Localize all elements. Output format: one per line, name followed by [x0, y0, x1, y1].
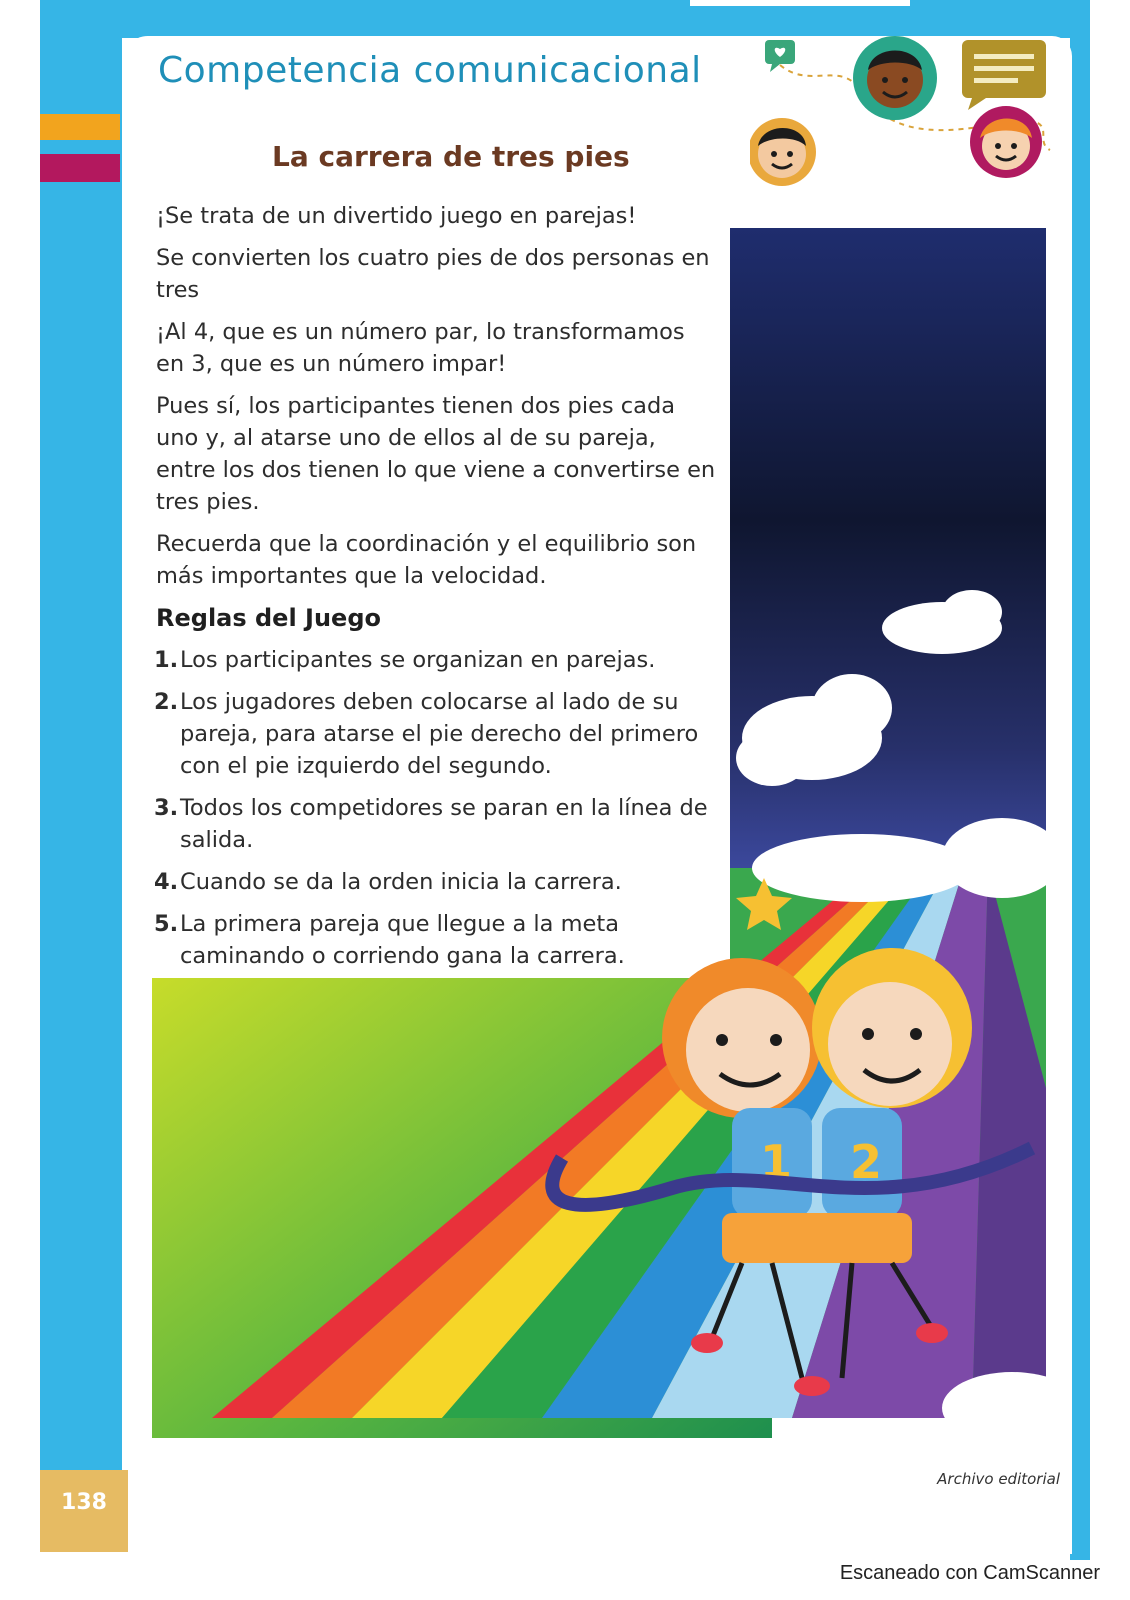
top-tab: [690, 0, 910, 6]
rule-number: 3.: [154, 795, 179, 821]
orange-margin-bar: [40, 114, 120, 140]
image-caption: Archivo editorial: [937, 1470, 1060, 1488]
left-blue-margin: [40, 0, 122, 1470]
paragraph: ¡Al 4, que es un número par, lo transformamos en 3, que es un número impar!: [156, 319, 685, 377]
rule-number: 2.: [154, 689, 179, 715]
rule-text: Los jugadores deben colocarse al lado de su pareja, para atarse el pie derecho del primero con el pie izquierdo del segundo.: [180, 689, 699, 779]
paragraph: Se convierten los cuatro pies de dos personas en tres: [156, 245, 710, 303]
rule-text: Todos los competidores se paran en la línea de salida.: [180, 795, 708, 853]
list-item: [156, 686, 716, 782]
paragraph: Recuerda que la coordinación y el equilibrio son más importantes que la velocidad.: [156, 531, 697, 589]
rule-text: La primera pareja que llegue a la meta caminando o corriendo gana la carrera.: [180, 911, 625, 969]
scanner-watermark: Escaneado con CamScanner: [839, 1562, 1100, 1584]
rule-text: Cuando se da la orden inicia la carrera.: [180, 869, 622, 895]
reading-title: La carrera de tres pies: [272, 140, 630, 173]
reading-text: [156, 200, 716, 982]
rules-heading: Reglas del Juego: [156, 604, 381, 632]
message-lines-icon: [962, 40, 1046, 110]
list-item: [156, 792, 716, 856]
list-item: [156, 644, 716, 676]
right-blue-margin: [1070, 0, 1090, 1560]
list-item: [156, 908, 716, 972]
magenta-margin-bar: [40, 154, 120, 182]
rule-number: 1.: [154, 647, 179, 673]
rule-text: Los participantes se organizan en parejas.: [180, 647, 656, 673]
rule-number: 4.: [154, 869, 179, 895]
chat-heart-icon: [765, 40, 795, 72]
paragraph: ¡Se trata de un divertido juego en parejas!: [156, 203, 637, 229]
header-characters-illustration: [750, 30, 1070, 200]
rule-number: 5.: [154, 911, 179, 937]
bib-number-right: 2: [850, 1135, 883, 1189]
rules-list: [156, 644, 716, 972]
page-number: 138: [61, 1490, 107, 1515]
bib-number-left: 1: [760, 1135, 793, 1189]
list-item: [156, 866, 716, 898]
shorts: [722, 1213, 912, 1263]
paragraph: Pues sí, los participantes tienen dos pies cada uno y, al atarse uno de ellos al de su pareja, entre los dos tienen lo que viene a convertirse en tres pies.: [156, 393, 716, 515]
boy-small-avatar-icon: [750, 118, 816, 186]
boy-avatar-icon: [853, 36, 937, 120]
section-title: Competencia comunicacional: [158, 50, 702, 91]
girl-avatar-icon: [970, 106, 1042, 178]
